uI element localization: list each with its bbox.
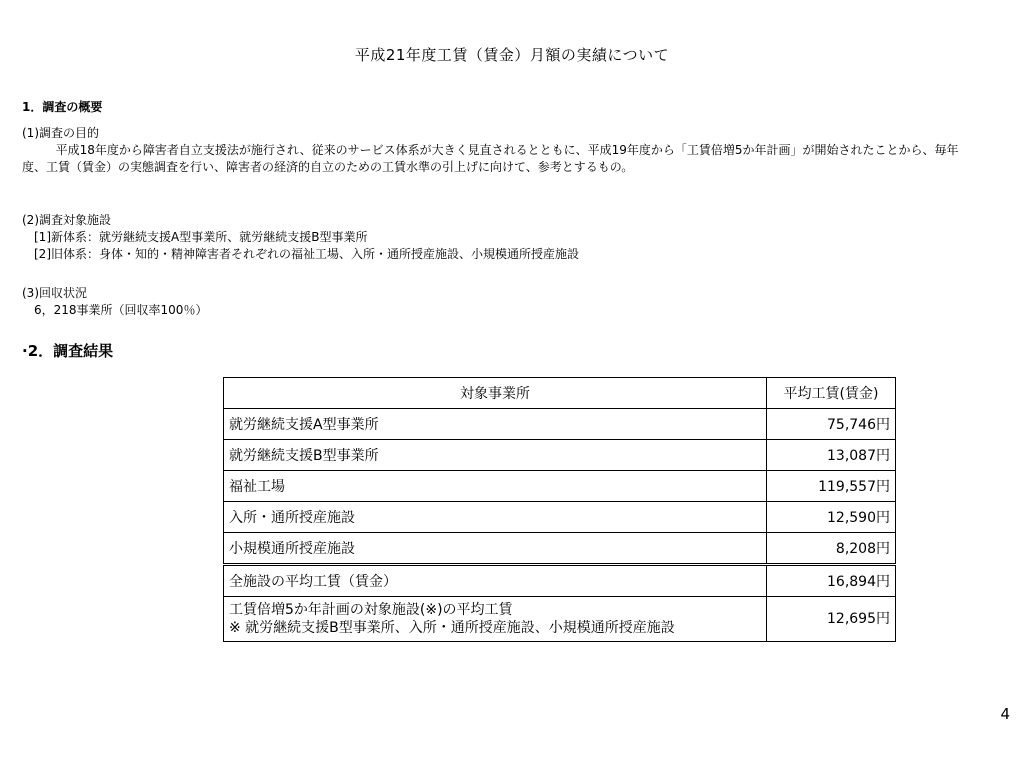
facility-cell: 小規模通所授産施設 (224, 533, 767, 565)
wage-cell: 119,557円 (767, 471, 896, 502)
table-total-row (224, 565, 896, 597)
plan-wage-cell: 12,695円 (767, 597, 896, 642)
table-row (224, 533, 896, 565)
plan-facility-note: ※ 就労継続支援B型事業所、入所・通所授産施設、小規模通所授産施設 (229, 620, 675, 636)
table-row (224, 409, 896, 440)
table-row (224, 502, 896, 533)
table-row (224, 440, 896, 471)
total-wage-cell: 16,894円 (767, 565, 896, 597)
table-row (224, 471, 896, 502)
survey-purpose-text: 平成18年度から障害者自立支援法が施行され、従来のサービス体系が大きく見直されるとともに、平成19年度から「工賃倍増5か年計画」が開始されたことから、毎年度、工賃（賃金）の実態調査を行い、障害者の経済的自立のための工賃水準の引上げに向けて、参考とするもの。 (22, 143, 959, 174)
survey-targets-new-system: [1]新体系：就労継続支援A型事業所、就労継続支援B型事業所 (34, 230, 368, 244)
facility-cell: 入所・通所授産施設 (224, 502, 767, 533)
survey-collection-heading: (3)回収状況 (22, 286, 87, 300)
section2-heading: ·2．調査結果 (22, 342, 114, 360)
wage-results-table (223, 377, 896, 642)
total-facility-cell: 全施設の平均工賃（賃金） (224, 565, 767, 597)
wage-cell: 12,590円 (767, 502, 896, 533)
survey-targets-block (22, 212, 579, 263)
section1-heading: 1．調査の概要 (22, 100, 103, 114)
facility-cell: 就労継続支援B型事業所 (224, 440, 767, 471)
page-title: 平成21年度工賃（賃金）月額の実績について (354, 46, 670, 64)
survey-targets-old-system: [2]旧体系：身体・知的・精神障害者それぞれの福祉工場、入所・通所授産施設、小規模通所授産施設 (34, 247, 580, 261)
plan-facility-cell (224, 597, 767, 642)
table-header-row (224, 378, 896, 409)
wage-cell: 75,746円 (767, 409, 896, 440)
survey-purpose-block (22, 125, 972, 176)
survey-targets-heading: (2)調査対象施設 (22, 213, 111, 227)
plan-facility-line1: 工賃倍増5か年計画の対象施設(※)の平均工賃 (229, 602, 513, 618)
facility-cell: 就労継続支援A型事業所 (224, 409, 767, 440)
facility-cell: 福祉工場 (224, 471, 767, 502)
wage-cell: 8,208円 (767, 533, 896, 565)
wage-cell: 13,087円 (767, 440, 896, 471)
survey-purpose-heading: (1)調査の目的 (22, 126, 99, 140)
survey-collection-block (22, 285, 207, 319)
header-wage: 平均工賃(賃金) (767, 378, 896, 409)
table-plan-row (224, 597, 896, 642)
page-number: 4 (1000, 705, 1010, 723)
header-facility: 対象事業所 (224, 378, 767, 409)
survey-collection-text: 6，218事業所（回収率100％） (34, 303, 208, 317)
